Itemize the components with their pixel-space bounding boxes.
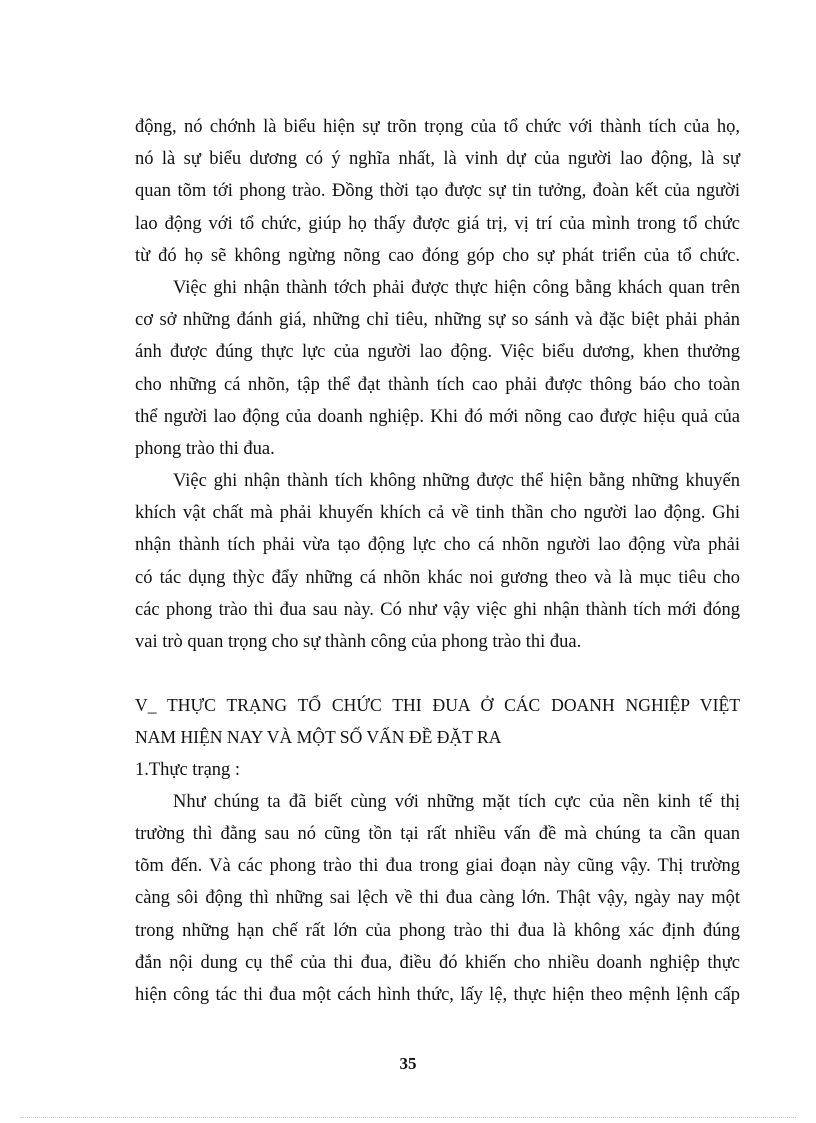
- text-line: càng sôi động thì những sai lệch về thi đua càng lớn. Thật vậy, ngày nay một: [135, 888, 740, 909]
- text-line: Việc ghi nhận thành tích không những được thể hiện bằng những khuyến: [173, 471, 740, 492]
- section-spacer: [135, 658, 740, 689]
- text-line: trường thì đằng sau nó cũng tồn tại rất nhiều vấn đề mà chúng ta cần quan: [135, 823, 740, 844]
- text-line: tõm đến. Và các phong trào thi đua trong giai đoạn này cũng vậy. Thị trường: [135, 856, 740, 877]
- text-line: ánh được đúng thực lực của người lao động. Việc biểu dương, khen thưởng: [135, 342, 740, 363]
- text-line: Việc ghi nhận thành tớch phải được thực hiện công bằng khách quan trên: [173, 277, 740, 298]
- section-heading: [135, 689, 740, 753]
- footer-divider: [20, 1117, 796, 1118]
- text-line: các phong trào thi đua sau này. Có như vậy việc ghi nhận thành tích mới đóng: [135, 599, 740, 620]
- page-content: [135, 111, 740, 1011]
- text-line: lao động với tổ chức, giúp họ thấy được giá trị, vị trí của mình trong tổ chức: [135, 213, 740, 234]
- subheading: 1.Thực trạng :: [135, 759, 241, 780]
- text-line: Như chúng ta đã biết cùng với những mặt tích cực của nền kinh tế thị: [173, 791, 740, 812]
- text-line: cơ sở những đánh giá, những chỉ tiêu, những sự so sánh và đặc biệt phải phản: [135, 310, 740, 331]
- paragraph-3: [135, 465, 740, 658]
- text-line: vai trò quan trọng cho sự thành công của phong trào thi đua.: [135, 632, 582, 652]
- text-line: hiện công tác thi đua một cách hình thức, lấy lệ, thực hiện theo mệnh lệnh cấp: [135, 984, 740, 1005]
- text-line: cho những cá nhõn, tập thể đạt thành tích cao phải được thông báo cho toàn: [135, 374, 740, 395]
- text-line: từ đó họ sẽ không ngừng nõng cao đóng góp cho sự phát triển của tổ chức.: [135, 245, 740, 266]
- paragraph-1: [135, 111, 740, 272]
- paragraph-2: [135, 272, 740, 465]
- text-line: khích vật chất mà phải khuyến khích cả về tinh thần cho người lao động. Ghi: [135, 503, 740, 524]
- text-line: trong những hạn chế rất lớn của phong trào thi đua là không xác định đúng: [135, 920, 740, 941]
- page-number: 35: [399, 1054, 417, 1073]
- text-line: nhận thành tích phải vừa tạo động lực cho cá nhõn người lao động vừa phải: [135, 535, 740, 556]
- paragraph-4: [135, 786, 740, 1011]
- heading-line: NAM HIỆN NAY VÀ MỘT SỐ VẤN ĐỀ ĐẶT RA: [135, 727, 502, 748]
- text-line: quan tõm tới phong trào. Đồng thời tạo được sự tin tưởng, đoàn kết của người: [135, 181, 740, 202]
- text-line: thể người lao động của doanh nghiệp. Khi đó mới nõng cao được hiệu quả của: [135, 406, 740, 427]
- text-line: động, nó chớnh là biểu hiện sự trõn trọng của tổ chức với thành tích của họ,: [135, 117, 740, 137]
- text-line: có tác dụng thỳc đẩy những cá nhõn khác noi gương theo và là mục tiêu cho: [135, 567, 740, 588]
- text-line: phong trào thi đua.: [135, 438, 275, 459]
- heading-line: V_ THỰC TRẠNG TỔ CHỨC THI ĐUA Ở CÁC DOANH NGHIỆP VIỆT: [135, 695, 740, 716]
- text-line: đắn nội dung cụ thể của thi đua, điều đó khiến cho nhiều doanh nghiệp thực: [135, 952, 740, 973]
- text-line: nó là sự biểu dương có ý nghĩa nhất, là vinh dự của người lao động, là sự: [135, 149, 740, 170]
